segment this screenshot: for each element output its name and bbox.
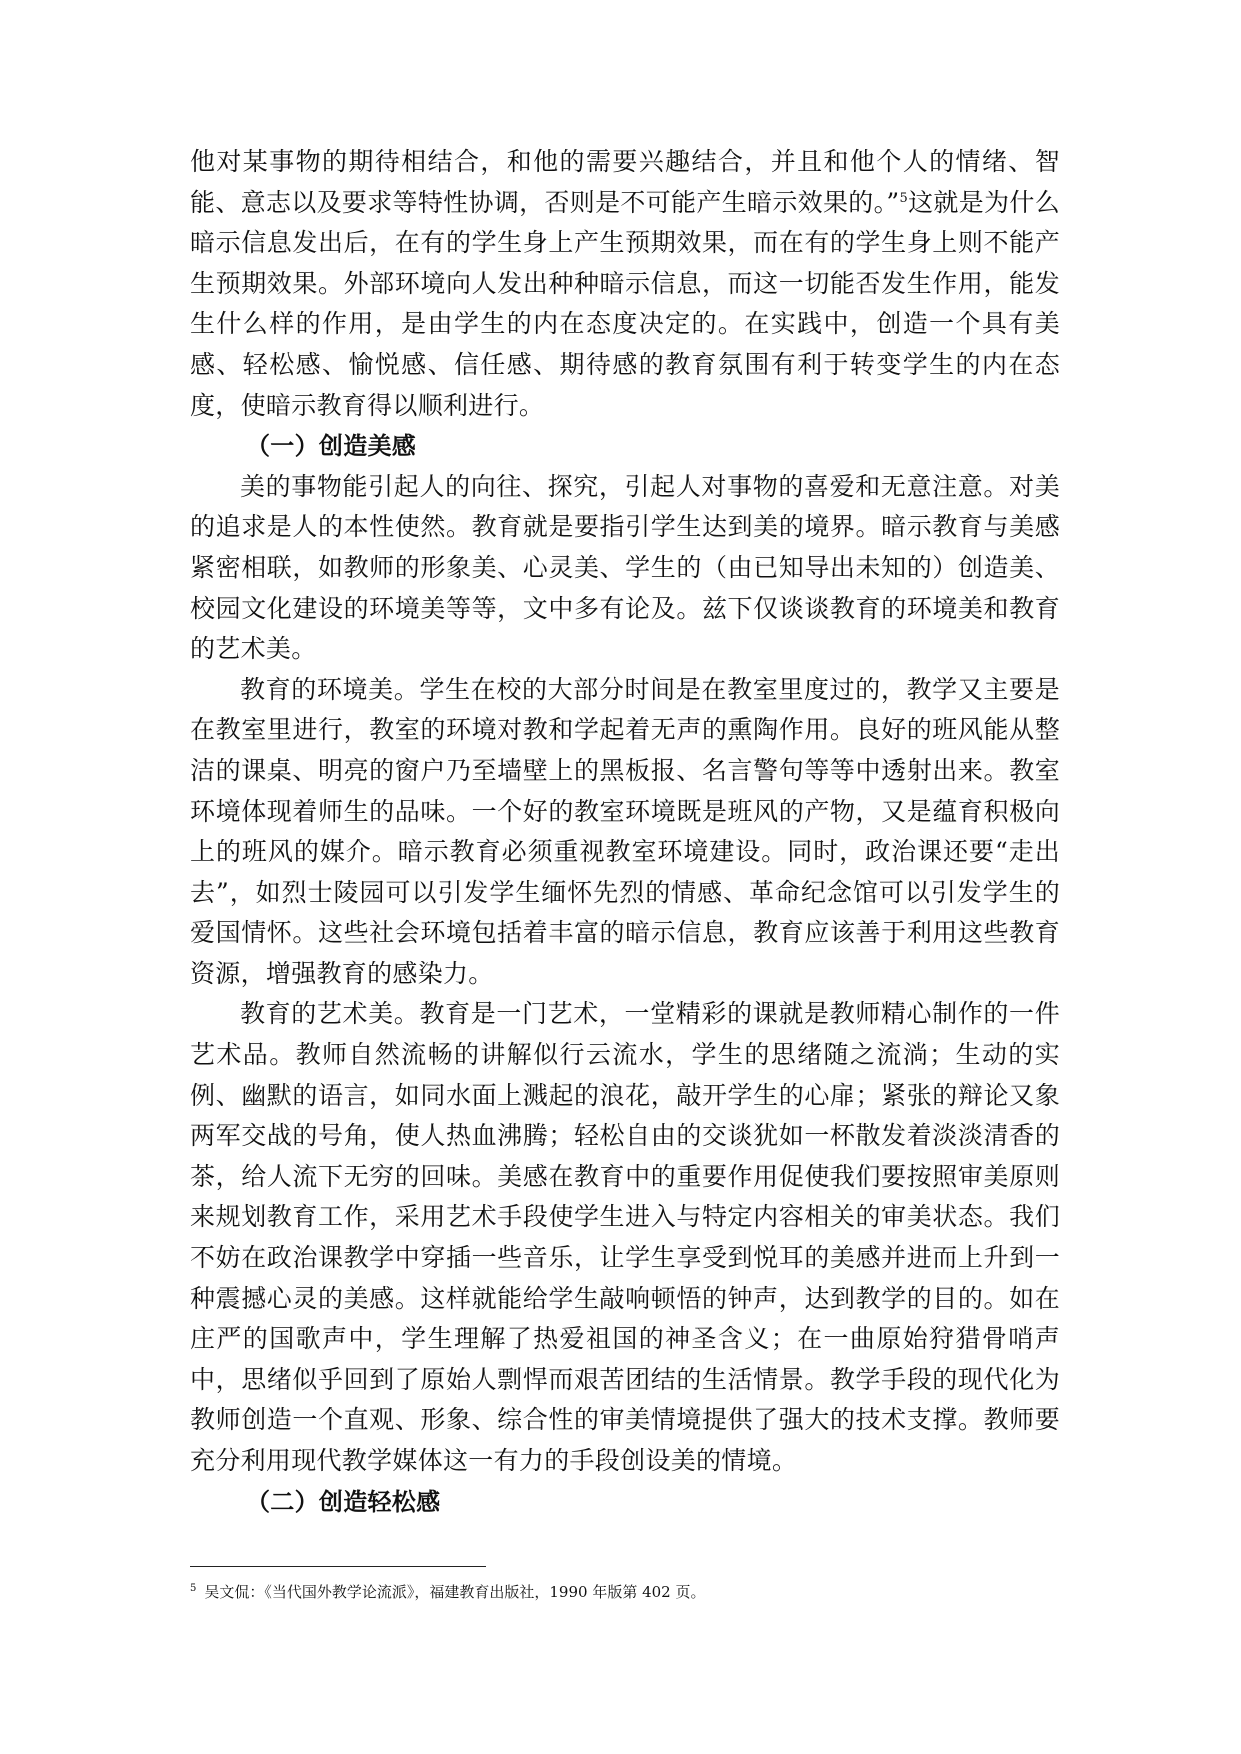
paragraph-text-part: 这就是为什么暗示信息发出后，在有的学生身上产生预期效果，而在有的学生身上则不能产生预期效果。外部环境向人发出种种暗示信息，而这一切能否发生作用，能发生什么样的作用，是由学生的内在态度决定的。在实践中，创造一个具有美感、轻松感、愉悦感、信任感、期待感的教育氛围有利于转变学生的内在态度，使暗示教育得以顺利进行。 xyxy=(190,187,1060,420)
body-text xyxy=(190,142,1060,1522)
footnote-separator xyxy=(190,1566,486,1567)
section-heading-1: （一）创造美感 xyxy=(246,432,417,461)
footnote-text: 吴文侃：《当代国外教学论流派》，福建教育出版社，1990 年版第 402 页。 xyxy=(204,1583,706,1601)
paragraph-text-part: 他对某事物的期待相结合，和他的需要兴趣结合，并且和他个人的情绪、智能、意志以及要求等特性协调，否则是不可能产生暗示效果的。” xyxy=(190,147,1060,217)
section-heading-2: （二）创造轻松感 xyxy=(246,1487,441,1516)
footnote-reference: 5 xyxy=(899,190,909,206)
footnote xyxy=(190,1581,1060,1603)
paragraph-beauty-intro: 美的事物能引起人的向往、探究，引起人对事物的喜爱和无意注意。对美的追求是人的本性使然。教育就是要指引学生达到美的境界。暗示教育与美感紧密相联，如教师的形象美、心灵美、学生的（由已知导出未知的）创造美、校园文化建设的环境美等等，文中多有论及。兹下仅谈谈教育的环境美和教育的艺术美。 xyxy=(190,471,1060,664)
paragraph-art-beauty: 教育的艺术美。教育是一门艺术，一堂精彩的课就是教师精心制作的一件艺术品。教师自然流畅的讲解似行云流水，学生的思绪随之流淌；生动的实例、幽默的语言，如同水面上溅起的浪花，敲开学生的心扉；紧张的辩论又象两军交战的号角，使人热血沸腾；轻松自由的交谈犹如一杯散发着淡淡清香的茶，给人流下无穷的回味。美感在教育中的重要作用促使我们要按照审美原则来规划教育工作，采用艺术手段使学生进入与特定内容相关的审美状态。我们不妨在政治课教学中穿插一些音乐，让学生享受到悦耳的美感并进而上升到一种震撼心灵的美感。这样就能给学生敲响顿悟的钟声，达到教学的目的。如在庄严的国歌声中，学生理解了热爱祖国的神圣含义；在一曲原始狩猎骨哨声中，思绪似乎回到了原始人剽悍而艰苦团结的生活情景。教学手段的现代化为教师创造一个直观、形象、综合性的审美情境提供了强大的技术支撑。教师要充分利用现代教学媒体这一有力的手段创设美的情境。 xyxy=(190,999,1060,1475)
paragraph-continued xyxy=(190,142,1060,426)
footnote-number: 5 xyxy=(190,1583,197,1594)
paragraph-environment-beauty: 教育的环境美。学生在校的大部分时间是在教室里度过的，教学又主要是在教室里进行，教室的环境对教和学起着无声的熏陶作用。良好的班风能从整洁的课桌、明亮的窗户乃至墙壁上的黑板报、名言警句等等中透射出来。教室环境体现着师生的品味。一个好的教室环境既是班风的产物，又是蕴育积极向上的班风的媒介。暗示教育必须重视教室环境建设。同时，政治课还要“走出去”，如烈士陵园可以引发学生缅怀先烈的情感、革命纪念馆可以引发学生的爱国情怀。这些社会环境包括着丰富的暗示信息，教育应该善于利用这些教育资源，增强教育的感染力。 xyxy=(190,674,1060,988)
